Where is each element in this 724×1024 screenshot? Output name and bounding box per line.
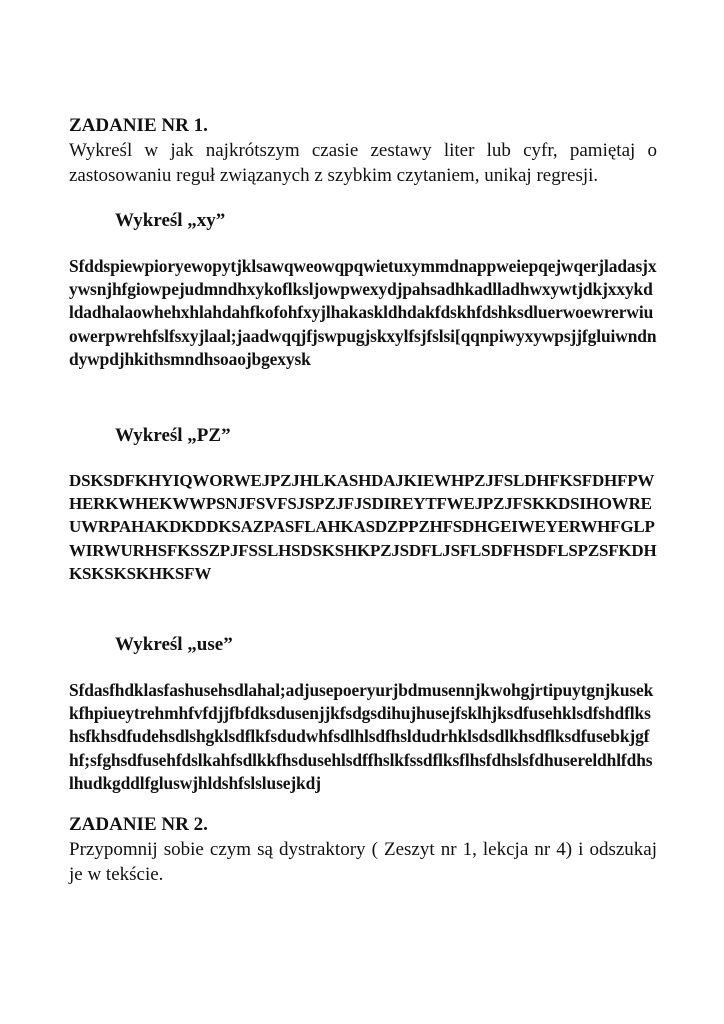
- task-1: [69, 113, 657, 795]
- exercise-xy-label: Wykreśl „xy”: [115, 210, 226, 231]
- exercise-use-letters: Sfdasfhdklasfashusehsdlahal;adjusepoeryurjbdmusennjkwohgjrtipuytgnjkusekkfhpiueytrehmhfvfdjjfbfdksdusenjjkfsdgsdihujhusejfsklhjksdfusehklsdfshdflkshsfkhsdfudehsdlshgklsdflkfsdudwhfsdlhlsdfhsldudrhklsdsdlkhsdflksdfusebkjgfhf;sfghsdfusehfdslkahfsdlkkfhsdusehlsdffhslkfssdflksflhsfdhslsfdhusereldhlfdhslhudkgddlfgluswjhldshfslslusejkdj: [69, 680, 654, 793]
- task-1-heading: ZADANIE NR 1.: [69, 115, 208, 136]
- exercise-pz-label: Wykreśl „PZ”: [115, 425, 231, 447]
- task-2-instruction: Przypomnij sobie czym są dystraktory ( Zeszyt nr 1, lekcja nr 4) i odszukaj je w tekście.: [69, 839, 657, 886]
- task-1-instruction: Wykreśl w jak najkrótszym czasie zestawy liter lub cyfr, pamiętaj o zastosowaniu reguł związanych z szybkim czytaniem, unikaj regresji.: [69, 140, 657, 186]
- exercise-xy-letters: Sfddspiewpioryewopytjklsawqweowqpqwietuxymmdnappweiepqejwqerjladasjxywsnjhfgiowpejudmndhxykoflksljowpwexydjpahsadhkadlladhwxywtjdkjxxykdldadhalaowhehxhlahdahfkofohfxyjlhakaskldhdakfdskhfdshksdluerwoewrerwiuowerpwrehfslfsxyjlaal;jaadwqqjfjswpugjskxylfsjfslsi[qqnpiwyxywpsjjfgluiwndndywpdjhkithsmndhsoaojbgexysk: [69, 256, 657, 369]
- exercise-use-label: Wykreśl „use”: [115, 634, 233, 656]
- task-2-heading: ZADANIE NR 2.: [69, 814, 208, 836]
- document-page: [69, 113, 657, 887]
- task-2: [69, 812, 657, 887]
- exercise-pz-letters: DSKSDFKHYIQWORWEJPZJHLKASHDAJKIEWHPZJFSLDHFKSFDHFPWHERKWHEKWWPSNJFSVFSJSPZJFJSDIREYTFWEJPZJFSKKDSIHOWREUWRPAHAKDKDDKSAZPASFLAHKASDZPPZHFSDHGEIWEYERWHFGLPWIRWURHSFKSSZPJFSSLHSDSKSHKPZJSDFLJSFLSDFHSDFLSPZSFKDHKSKSKSKHKSFW: [69, 471, 657, 583]
